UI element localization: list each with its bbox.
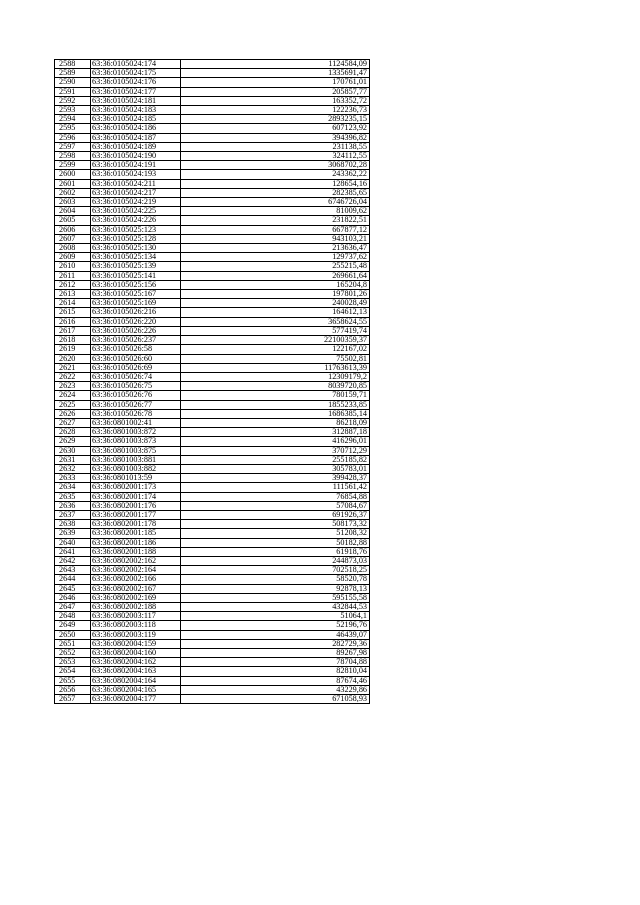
- cadastral-value-cell: 111561,42: [181, 483, 370, 492]
- table-row: [55, 87, 370, 96]
- table-row: [55, 133, 370, 142]
- cadastral-number-cell: 63:36:0105024:191: [91, 161, 181, 170]
- cadastral-number-cell: 63:36:0802001:188: [91, 547, 181, 556]
- row-number-cell: 2589: [55, 69, 91, 78]
- cadastral-value-cell: 1855233,85: [181, 400, 370, 409]
- row-number-cell: 2634: [55, 483, 91, 492]
- cadastral-value-cell: 305783,01: [181, 464, 370, 473]
- cadastral-value-cell: 129737,62: [181, 253, 370, 262]
- row-number-cell: 2644: [55, 575, 91, 584]
- row-number-cell: 2612: [55, 280, 91, 289]
- table-row: [55, 630, 370, 639]
- cadastral-number-cell: 63:36:0802003:118: [91, 621, 181, 630]
- cadastral-value-cell: 432844,53: [181, 602, 370, 611]
- row-number-cell: 2629: [55, 437, 91, 446]
- table-row: [55, 161, 370, 170]
- table-row: [55, 124, 370, 133]
- table-row: [55, 667, 370, 676]
- table-row: [55, 96, 370, 105]
- table-row: [55, 253, 370, 262]
- row-number-cell: 2588: [55, 60, 91, 69]
- cadastral-number-cell: 63:36:0801003:882: [91, 464, 181, 473]
- row-number-cell: 2624: [55, 391, 91, 400]
- table-row: [55, 400, 370, 409]
- table-row: [55, 612, 370, 621]
- cadastral-number-cell: 63:36:0802001:173: [91, 483, 181, 492]
- cadastral-value-cell: 164612,13: [181, 308, 370, 317]
- cadastral-value-cell: 282729,36: [181, 639, 370, 648]
- table-row: [55, 639, 370, 648]
- table-row: [55, 69, 370, 78]
- row-number-cell: 2606: [55, 225, 91, 234]
- cadastral-value-cell: 394396,82: [181, 133, 370, 142]
- table-row: [55, 382, 370, 391]
- cadastral-value-cell: 943103,21: [181, 234, 370, 243]
- table-row: [55, 280, 370, 289]
- cadastral-number-cell: 63:36:0105024:190: [91, 152, 181, 161]
- cadastral-number-cell: 63:36:0105026:58: [91, 345, 181, 354]
- cadastral-number-cell: 63:36:0801003:875: [91, 446, 181, 455]
- row-number-cell: 2628: [55, 428, 91, 437]
- table-row: [55, 299, 370, 308]
- cadastral-number-cell: 63:36:0105024:225: [91, 207, 181, 216]
- table-row: [55, 483, 370, 492]
- table-row: [55, 244, 370, 253]
- cadastral-value-cell: 269661,64: [181, 271, 370, 280]
- row-number-cell: 2652: [55, 649, 91, 658]
- row-number-cell: 2657: [55, 695, 91, 704]
- row-number-cell: 2600: [55, 170, 91, 179]
- cadastral-value-cell: 163352,72: [181, 96, 370, 105]
- table-row: [55, 428, 370, 437]
- cadastral-number-cell: 63:36:0802004:164: [91, 676, 181, 685]
- cadastral-number-cell: 63:36:0802001:177: [91, 510, 181, 519]
- row-number-cell: 2607: [55, 234, 91, 243]
- cadastral-value-cell: 312887,18: [181, 428, 370, 437]
- cadastral-number-cell: 63:36:0802004:163: [91, 667, 181, 676]
- cadastral-value-cell: 231822,51: [181, 216, 370, 225]
- cadastral-value-cell: 50182,88: [181, 538, 370, 547]
- cadastral-value-cell: 58520,78: [181, 575, 370, 584]
- cadastral-value-cell: 213636,47: [181, 244, 370, 253]
- row-number-cell: 2643: [55, 566, 91, 575]
- table-row: [55, 464, 370, 473]
- cadastral-number-cell: 63:36:0802002:169: [91, 593, 181, 602]
- cadastral-value-cell: 231138,55: [181, 142, 370, 151]
- cadastral-number-cell: 63:36:0802001:185: [91, 529, 181, 538]
- table-row: [55, 391, 370, 400]
- table-row: [55, 501, 370, 510]
- table-row: [55, 556, 370, 565]
- cadastral-number-cell: 63:36:0105026:216: [91, 308, 181, 317]
- row-number-cell: 2653: [55, 658, 91, 667]
- cadastral-value-cell: 61918,76: [181, 547, 370, 556]
- table-row: [55, 207, 370, 216]
- cadastral-value-cell: 12309179,2: [181, 372, 370, 381]
- cadastral-number-cell: 63:36:0105026:237: [91, 336, 181, 345]
- cadastral-value-cell: 416296,01: [181, 437, 370, 446]
- row-number-cell: 2639: [55, 529, 91, 538]
- cadastral-number-cell: 63:36:0105025:139: [91, 262, 181, 271]
- table-row: [55, 372, 370, 381]
- table-row: [55, 437, 370, 446]
- row-number-cell: 2637: [55, 510, 91, 519]
- table-row: [55, 602, 370, 611]
- cadastral-number-cell: 63:36:0802003:119: [91, 630, 181, 639]
- cadastral-value-cell: 255215,48: [181, 262, 370, 271]
- row-number-cell: 2604: [55, 207, 91, 216]
- cadastral-number-cell: 63:36:0105026:77: [91, 400, 181, 409]
- row-number-cell: 2598: [55, 152, 91, 161]
- row-number-cell: 2655: [55, 676, 91, 685]
- cadastral-number-cell: 63:36:0802002:167: [91, 584, 181, 593]
- table-row: [55, 685, 370, 694]
- cadastral-value-cell: 128654,16: [181, 179, 370, 188]
- cadastral-number-cell: 63:36:0802004:160: [91, 649, 181, 658]
- table-row: [55, 584, 370, 593]
- cadastral-number-cell: 63:36:0105024:177: [91, 87, 181, 96]
- cadastral-number-cell: 63:36:0105024:187: [91, 133, 181, 142]
- table-row: [55, 695, 370, 704]
- table-row: [55, 510, 370, 519]
- row-number-cell: 2649: [55, 621, 91, 630]
- cadastral-value-cell: 691926,37: [181, 510, 370, 519]
- cadastral-number-cell: 63:36:0105025:123: [91, 225, 181, 234]
- cadastral-number-cell: 63:36:0802003:117: [91, 612, 181, 621]
- cadastral-value-cell: 8039720,85: [181, 382, 370, 391]
- table-row: [55, 345, 370, 354]
- cadastral-number-cell: 63:36:0801003:872: [91, 428, 181, 437]
- cadastral-value-cell: 43229,86: [181, 685, 370, 694]
- cadastral-number-cell: 63:36:0802004:177: [91, 695, 181, 704]
- cadastral-value-cell: 2893235,15: [181, 115, 370, 124]
- table-row: [55, 649, 370, 658]
- table-row: [55, 262, 370, 271]
- table-row: [55, 354, 370, 363]
- cadastral-number-cell: 63:36:0105024:175: [91, 69, 181, 78]
- row-number-cell: 2618: [55, 336, 91, 345]
- cadastral-number-cell: 63:36:0105024:226: [91, 216, 181, 225]
- cadastral-number-cell: 63:36:0105026:220: [91, 317, 181, 326]
- cadastral-number-cell: 63:36:0105026:78: [91, 409, 181, 418]
- cadastral-value-cell: 165204,8: [181, 280, 370, 289]
- cadastral-number-cell: 63:36:0105025:156: [91, 280, 181, 289]
- row-number-cell: 2614: [55, 299, 91, 308]
- cadastral-number-cell: 63:36:0802001:176: [91, 501, 181, 510]
- row-number-cell: 2623: [55, 382, 91, 391]
- table-row: [55, 676, 370, 685]
- row-number-cell: 2631: [55, 455, 91, 464]
- row-number-cell: 2638: [55, 520, 91, 529]
- row-number-cell: 2627: [55, 418, 91, 427]
- row-number-cell: 2633: [55, 474, 91, 483]
- table-row: [55, 538, 370, 547]
- row-number-cell: 2610: [55, 262, 91, 271]
- cadastral-value-cell: 11763613,39: [181, 363, 370, 372]
- table-body: [55, 60, 370, 704]
- row-number-cell: 2597: [55, 142, 91, 151]
- cadastral-value-cell: 1124584,09: [181, 60, 370, 69]
- table-row: [55, 621, 370, 630]
- table-row: [55, 446, 370, 455]
- cadastral-number-cell: 63:36:0802001:174: [91, 492, 181, 501]
- row-number-cell: 2611: [55, 271, 91, 280]
- cadastral-value-cell: 508173,32: [181, 520, 370, 529]
- table-row: [55, 225, 370, 234]
- cadastral-number-cell: 63:36:0801003:873: [91, 437, 181, 446]
- table-row: [55, 308, 370, 317]
- cadastral-number-cell: 63:36:0105024:176: [91, 78, 181, 87]
- cadastral-number-cell: 63:36:0801013:59: [91, 474, 181, 483]
- table-row: [55, 106, 370, 115]
- cadastral-number-cell: 63:36:0105025:130: [91, 244, 181, 253]
- cadastral-number-cell: 63:36:0802004:162: [91, 658, 181, 667]
- table-row: [55, 575, 370, 584]
- cadastral-value-cell: 370712,29: [181, 446, 370, 455]
- table-row: [55, 271, 370, 280]
- row-number-cell: 2622: [55, 372, 91, 381]
- row-number-cell: 2648: [55, 612, 91, 621]
- cadastral-value-cell: 282385,65: [181, 188, 370, 197]
- cadastral-number-cell: 63:36:0105025:141: [91, 271, 181, 280]
- table-row: [55, 115, 370, 124]
- cadastral-value-cell: 89267,98: [181, 649, 370, 658]
- row-number-cell: 2594: [55, 115, 91, 124]
- table-row: [55, 547, 370, 556]
- row-number-cell: 2593: [55, 106, 91, 115]
- cadastral-number-cell: 63:36:0105024:217: [91, 188, 181, 197]
- cadastral-value-cell: 122236,73: [181, 106, 370, 115]
- cadastral-value-cell: 595155,58: [181, 593, 370, 602]
- cadastral-number-cell: 63:36:0105025:134: [91, 253, 181, 262]
- row-number-cell: 2609: [55, 253, 91, 262]
- cadastral-number-cell: 63:36:0105026:74: [91, 372, 181, 381]
- row-number-cell: 2647: [55, 602, 91, 611]
- cadastral-number-cell: 63:36:0105025:167: [91, 290, 181, 299]
- cadastral-value-cell: 52196,76: [181, 621, 370, 630]
- table-row: [55, 409, 370, 418]
- cadastral-value-cell: 780159,71: [181, 391, 370, 400]
- cadastral-value-cell: 51064,1: [181, 612, 370, 621]
- cadastral-value-cell: 3658624,55: [181, 317, 370, 326]
- row-number-cell: 2608: [55, 244, 91, 253]
- cadastral-number-cell: 63:36:0801003:881: [91, 455, 181, 464]
- table-row: [55, 317, 370, 326]
- row-number-cell: 2592: [55, 96, 91, 105]
- cadastral-number-cell: 63:36:0105024:186: [91, 124, 181, 133]
- row-number-cell: 2632: [55, 464, 91, 473]
- row-number-cell: 2625: [55, 400, 91, 409]
- table-row: [55, 658, 370, 667]
- cadastral-value-cell: 3068702,28: [181, 161, 370, 170]
- table-row: [55, 529, 370, 538]
- row-number-cell: 2613: [55, 290, 91, 299]
- cadastral-value-cell: 76854,88: [181, 492, 370, 501]
- cadastral-number-cell: 63:36:0105026:76: [91, 391, 181, 400]
- table-row: [55, 520, 370, 529]
- row-number-cell: 2602: [55, 188, 91, 197]
- table-row: [55, 60, 370, 69]
- table-row: [55, 326, 370, 335]
- cadastral-number-cell: 63:36:0105026:75: [91, 382, 181, 391]
- table-row: [55, 179, 370, 188]
- row-number-cell: 2619: [55, 345, 91, 354]
- cadastral-number-cell: 63:36:0105025:128: [91, 234, 181, 243]
- table-row: [55, 188, 370, 197]
- row-number-cell: 2645: [55, 584, 91, 593]
- cadastral-number-cell: 63:36:0105024:174: [91, 60, 181, 69]
- cadastral-number-cell: 63:36:0105024:183: [91, 106, 181, 115]
- cadastral-value-cell: 255185,82: [181, 455, 370, 464]
- cadastral-value-cell: 667877,12: [181, 225, 370, 234]
- cadastral-number-cell: 63:36:0802002:162: [91, 556, 181, 565]
- row-number-cell: 2651: [55, 639, 91, 648]
- cadastral-number-cell: 63:36:0801002:41: [91, 418, 181, 427]
- row-number-cell: 2591: [55, 87, 91, 96]
- table-row: [55, 593, 370, 602]
- row-number-cell: 2656: [55, 685, 91, 694]
- table-row: [55, 78, 370, 87]
- cadastral-value-cell: 1335691,47: [181, 69, 370, 78]
- row-number-cell: 2654: [55, 667, 91, 676]
- cadastral-value-cell: 244873,03: [181, 556, 370, 565]
- table-row: [55, 566, 370, 575]
- row-number-cell: 2640: [55, 538, 91, 547]
- cadastral-number-cell: 63:36:0105024:181: [91, 96, 181, 105]
- cadastral-value-cell: 86218,09: [181, 418, 370, 427]
- cadastral-number-cell: 63:36:0802002:166: [91, 575, 181, 584]
- cadastral-value-cell: 671058,93: [181, 695, 370, 704]
- cadastral-number-cell: 63:36:0105026:60: [91, 354, 181, 363]
- cadastral-number-cell: 63:36:0105026:69: [91, 363, 181, 372]
- cadastral-value-cell: 78704,88: [181, 658, 370, 667]
- cadastral-number-cell: 63:36:0105024:211: [91, 179, 181, 188]
- cadastral-number-cell: 63:36:0802004:165: [91, 685, 181, 694]
- cadastral-value-cell: 87674,46: [181, 676, 370, 685]
- cadastral-number-cell: 63:36:0802002:164: [91, 566, 181, 575]
- cadastral-value-cell: 577419,74: [181, 326, 370, 335]
- cadastral-number-cell: 63:36:0105024:193: [91, 170, 181, 179]
- cadastral-value-cell: 702518,25: [181, 566, 370, 575]
- table-row: [55, 152, 370, 161]
- row-number-cell: 2650: [55, 630, 91, 639]
- cadastral-value-cell: 399428,37: [181, 474, 370, 483]
- row-number-cell: 2601: [55, 179, 91, 188]
- cadastral-value-cell: 122167,02: [181, 345, 370, 354]
- table-row: [55, 336, 370, 345]
- table-row: [55, 170, 370, 179]
- table-row: [55, 290, 370, 299]
- row-number-cell: 2635: [55, 492, 91, 501]
- cadastral-value-cell: 243362,22: [181, 170, 370, 179]
- cadastral-value-cell: 46439,07: [181, 630, 370, 639]
- row-number-cell: 2590: [55, 78, 91, 87]
- table-row: [55, 455, 370, 464]
- cadastral-value-cell: 6746726,04: [181, 198, 370, 207]
- row-number-cell: 2605: [55, 216, 91, 225]
- cadastral-value-cell: 1686385,14: [181, 409, 370, 418]
- row-number-cell: 2620: [55, 354, 91, 363]
- cadastral-value-cell: 75502,81: [181, 354, 370, 363]
- cadastral-value-cell: 197801,26: [181, 290, 370, 299]
- table-row: [55, 363, 370, 372]
- table-row: [55, 198, 370, 207]
- row-number-cell: 2617: [55, 326, 91, 335]
- table-row: [55, 418, 370, 427]
- cadastral-value-table: [54, 59, 370, 704]
- cadastral-value-cell: 607123,92: [181, 124, 370, 133]
- cadastral-value-cell: 51208,32: [181, 529, 370, 538]
- cadastral-value-cell: 22100359,37: [181, 336, 370, 345]
- cadastral-value-cell: 170761,01: [181, 78, 370, 87]
- cadastral-number-cell: 63:36:0802001:186: [91, 538, 181, 547]
- cadastral-number-cell: 63:36:0802001:178: [91, 520, 181, 529]
- table-row: [55, 474, 370, 483]
- row-number-cell: 2626: [55, 409, 91, 418]
- row-number-cell: 2646: [55, 593, 91, 602]
- row-number-cell: 2641: [55, 547, 91, 556]
- cadastral-value-cell: 240028,49: [181, 299, 370, 308]
- cadastral-number-cell: 63:36:0105024:189: [91, 142, 181, 151]
- row-number-cell: 2621: [55, 363, 91, 372]
- table-row: [55, 234, 370, 243]
- cadastral-number-cell: 63:36:0105026:226: [91, 326, 181, 335]
- row-number-cell: 2595: [55, 124, 91, 133]
- cadastral-number-cell: 63:36:0105025:169: [91, 299, 181, 308]
- row-number-cell: 2596: [55, 133, 91, 142]
- cadastral-number-cell: 63:36:0802002:188: [91, 602, 181, 611]
- cadastral-value-cell: 57084,67: [181, 501, 370, 510]
- row-number-cell: 2599: [55, 161, 91, 170]
- cadastral-value-cell: 324112,55: [181, 152, 370, 161]
- table-row: [55, 492, 370, 501]
- row-number-cell: 2630: [55, 446, 91, 455]
- cadastral-number-cell: 63:36:0802004:159: [91, 639, 181, 648]
- cadastral-number-cell: 63:36:0105024:185: [91, 115, 181, 124]
- cadastral-value-cell: 81009,62: [181, 207, 370, 216]
- cadastral-value-cell: 205857,77: [181, 87, 370, 96]
- table-row: [55, 216, 370, 225]
- row-number-cell: 2615: [55, 308, 91, 317]
- cadastral-number-cell: 63:36:0105024:219: [91, 198, 181, 207]
- row-number-cell: 2642: [55, 556, 91, 565]
- table-row: [55, 142, 370, 151]
- cadastral-value-cell: 82810,04: [181, 667, 370, 676]
- row-number-cell: 2603: [55, 198, 91, 207]
- row-number-cell: 2636: [55, 501, 91, 510]
- row-number-cell: 2616: [55, 317, 91, 326]
- cadastral-value-cell: 92878,13: [181, 584, 370, 593]
